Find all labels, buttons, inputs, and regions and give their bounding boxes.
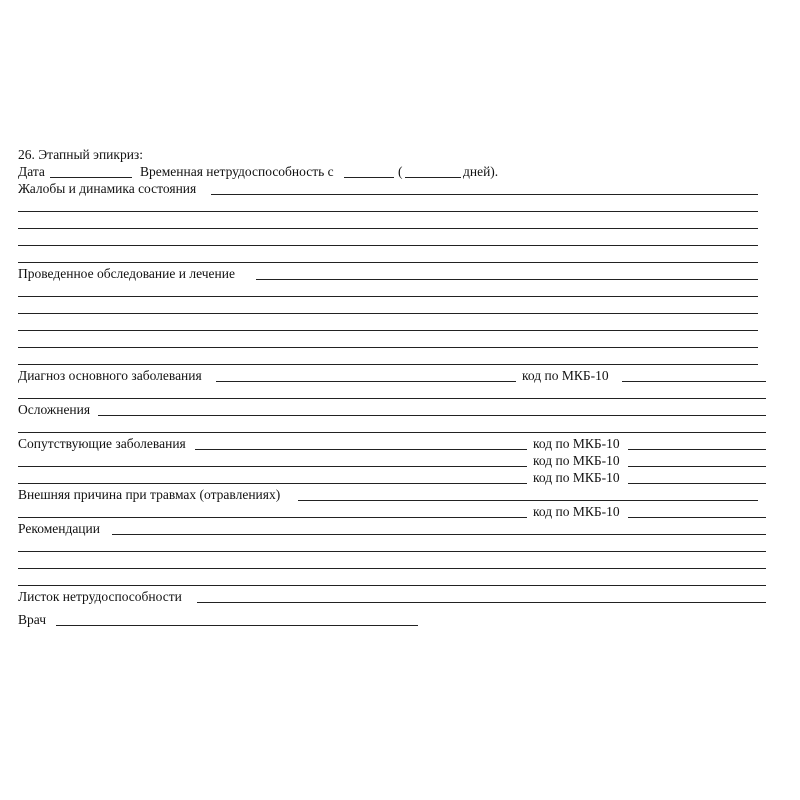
exam-treatment-line[interactable] [18, 313, 758, 314]
sick-leave-field[interactable] [197, 602, 766, 603]
exam-treatment-line[interactable] [18, 296, 758, 297]
exam-treatment-line[interactable] [18, 330, 758, 331]
disability-days-field[interactable] [405, 177, 461, 178]
complaints-line[interactable] [18, 262, 758, 263]
icd-label: код по МКБ-10 [522, 368, 609, 383]
temp-disability-label: Временная нетрудоспособность с [140, 164, 334, 179]
recommendations-line[interactable] [18, 585, 766, 586]
open-paren: ( [398, 164, 403, 179]
comorbidity-field[interactable] [18, 483, 527, 484]
exam-treatment-label: Проведенное обследование и лечение [18, 266, 235, 281]
comorbidities-label: Сопутствующие заболевания [18, 436, 186, 451]
external-cause-label: Внешняя причина при травмах (отравлениях) [18, 487, 281, 502]
comorbidity-field[interactable] [18, 466, 527, 467]
exam-treatment-line[interactable] [18, 347, 758, 348]
main-diagnosis-label: Диагноз основного заболевания [18, 368, 202, 383]
external-cause-field[interactable] [298, 500, 758, 501]
doctor-field[interactable] [56, 625, 418, 626]
complications-line[interactable] [18, 432, 766, 433]
external-cause-icd-field[interactable] [628, 517, 766, 518]
main-diagnosis-field[interactable] [216, 381, 516, 382]
comorbidity-icd-field[interactable] [628, 483, 766, 484]
icd-label: код по МКБ-10 [533, 453, 620, 468]
date-field[interactable] [50, 177, 132, 178]
main-diagnosis-line[interactable] [18, 398, 766, 399]
comorbidity-icd-field[interactable] [628, 466, 766, 467]
comorbidity-icd-field[interactable] [628, 449, 766, 450]
complications-label: Осложнения [18, 402, 91, 417]
recommendations-line[interactable] [18, 551, 766, 552]
section-heading: 26. Этапный эпикриз: [18, 147, 144, 162]
external-cause-line[interactable] [18, 517, 527, 518]
days-label: дней). [463, 164, 499, 179]
icd-label: код по МКБ-10 [533, 504, 620, 519]
main-diagnosis-icd-field[interactable] [622, 381, 766, 382]
sick-leave-label: Листок нетрудоспособности [18, 589, 182, 604]
disability-start-field[interactable] [344, 177, 394, 178]
complaints-line[interactable] [18, 228, 758, 229]
complaints-line[interactable] [18, 245, 758, 246]
icd-label: код по МКБ-10 [533, 436, 620, 451]
date-label: Дата [18, 164, 45, 179]
exam-treatment-line[interactable] [18, 364, 758, 365]
recommendations-field[interactable] [112, 534, 766, 535]
complaints-line[interactable] [18, 211, 758, 212]
complications-field[interactable] [98, 415, 766, 416]
doctor-label: Врач [18, 612, 46, 627]
complaints-field[interactable] [211, 194, 758, 195]
recommendations-line[interactable] [18, 568, 766, 569]
recommendations-label: Рекомендации [18, 521, 100, 536]
complaints-label: Жалобы и динамика состояния [18, 181, 197, 196]
comorbidity-field[interactable] [195, 449, 527, 450]
exam-treatment-field[interactable] [256, 279, 758, 280]
icd-label: код по МКБ-10 [533, 470, 620, 485]
